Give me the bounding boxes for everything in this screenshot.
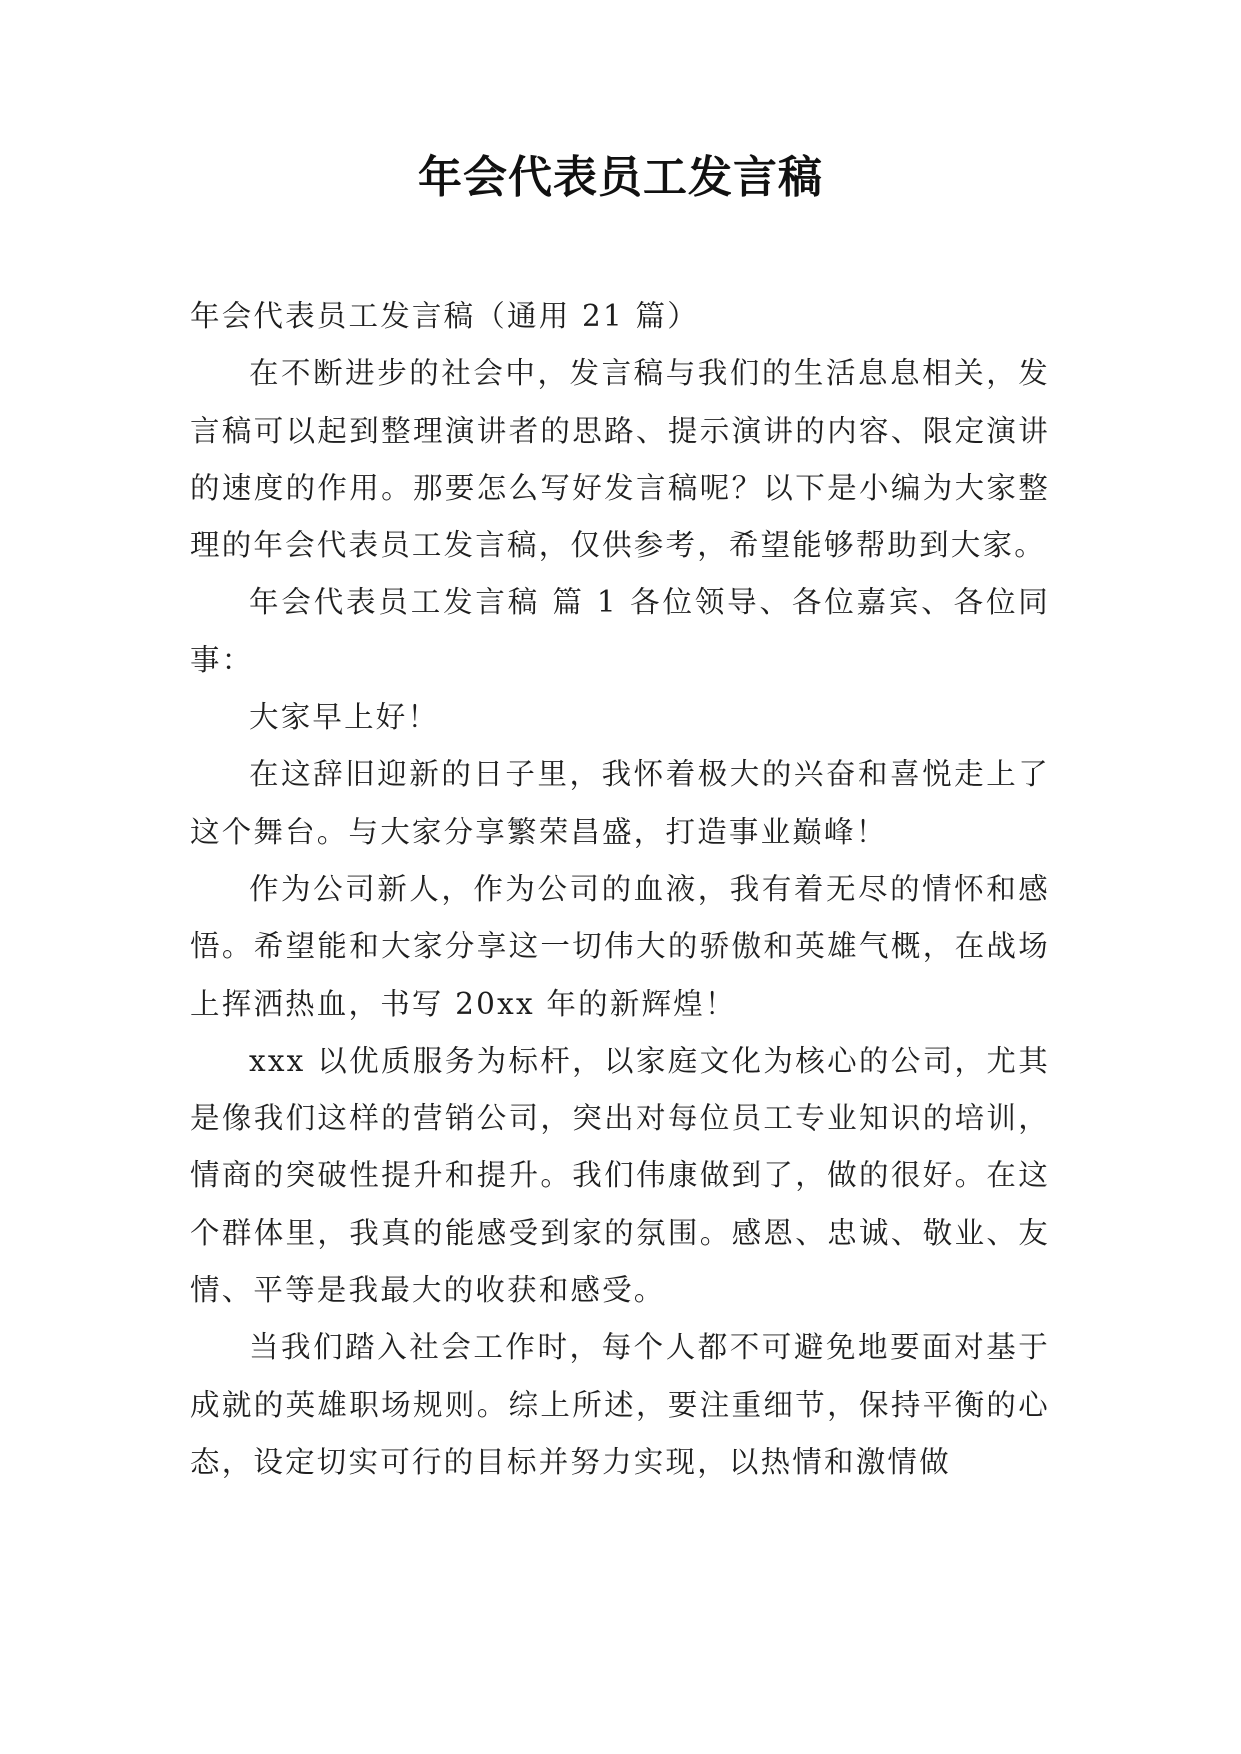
page-title: 年会代表员工发言稿	[418, 152, 823, 203]
paragraph-greeting-heading: 年会代表员工发言稿 篇 1 各位领导、各位嘉宾、各位同事：	[190, 585, 1050, 677]
document-body	[190, 288, 1050, 1491]
paragraph-new-year: 在这辞旧迎新的日子里，我怀着极大的兴奋和喜悦走上了这个舞台。与大家分享繁荣昌盛，打造事业巅峰！	[190, 757, 1050, 849]
paragraph-company: xxx 以优质服务为标杆，以家庭文化为核心的公司，尤其是像我们这样的营销公司，突出对每位员工专业知识的培训，情商的突破性提升和提升。我们伟康做到了，做的很好。在这个群体里，我真的能感受到家的氛围。感恩、忠诚、敬业、友情、平等是我最大的收获和感受。	[190, 1043, 1050, 1308]
document-subtitle: 年会代表员工发言稿（通用 21 篇）	[190, 299, 699, 333]
paragraph-good-morning: 大家早上好！	[249, 700, 440, 735]
paragraph-newcomer: 作为公司新人，作为公司的血液，我有着无尽的情怀和感悟。希望能和大家分享这一切伟大的骄傲和英雄气概，在战场上挥洒热血，书写 20xx 年的新辉煌！	[190, 871, 1050, 1021]
paragraph-intro: 在不断进步的社会中，发言稿与我们的生活息息相关，发言稿可以起到整理演讲者的思路、提示演讲的内容、限定演讲的速度的作用。那要怎么写好发言稿呢？以下是小编为大家整理的年会代表员工发言稿，仅供参考，希望能够帮助到大家。	[190, 356, 1050, 563]
paragraph-workplace: 当我们踏入社会工作时，每个人都不可避免地要面对基于成就的英雄职场规则。综上所述，要注重细节，保持平衡的心态，设定切实可行的目标并努力实现，以热情和激情做	[190, 1330, 1050, 1479]
